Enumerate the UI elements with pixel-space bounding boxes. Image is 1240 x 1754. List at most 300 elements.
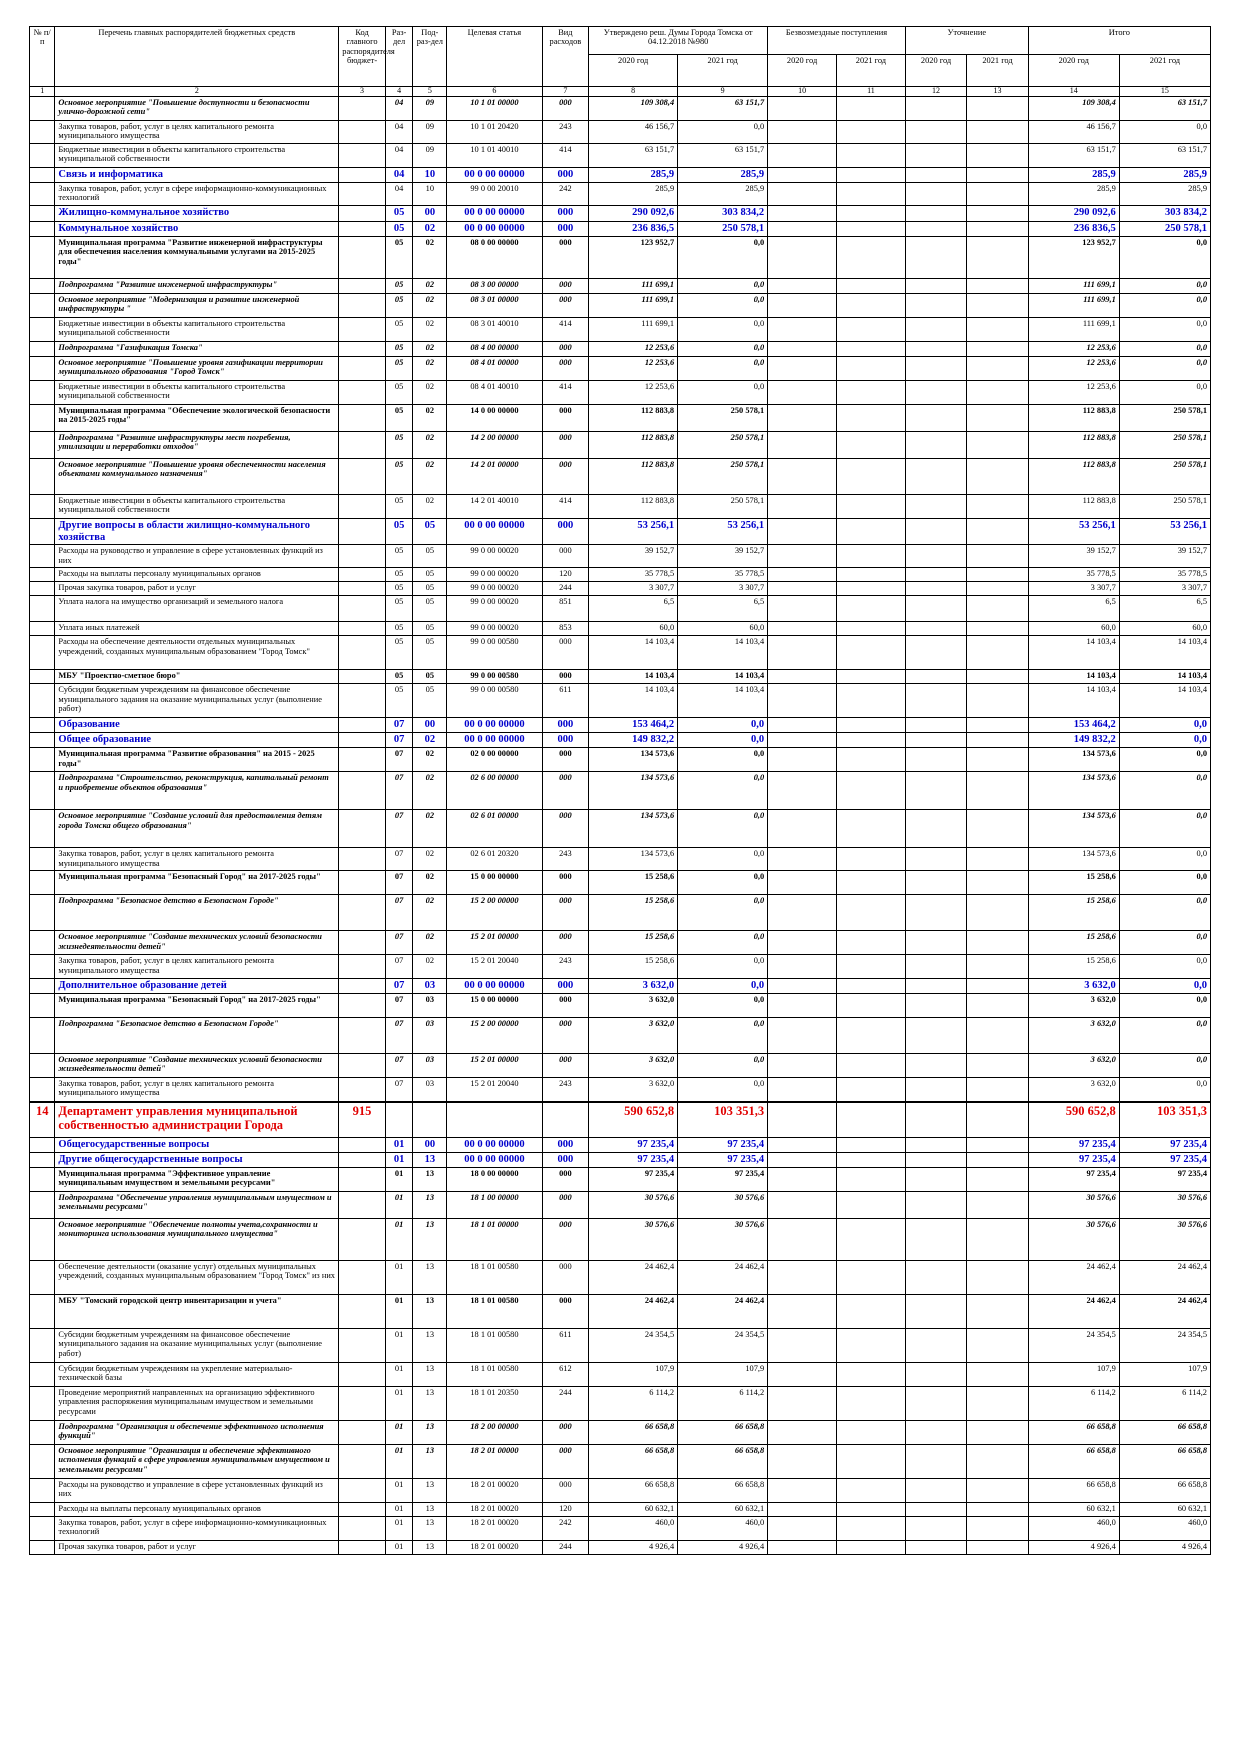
row-podrazdel: 13 xyxy=(413,1191,447,1218)
gratuitous-2021 xyxy=(836,121,905,144)
clarification-2020 xyxy=(905,1138,966,1153)
table-row xyxy=(30,278,1211,293)
row-target-article: 00 0 00 00000 xyxy=(447,205,542,221)
approved-2020: 60 632,1 xyxy=(589,1502,678,1516)
row-target-article: 00 0 00 00000 xyxy=(447,979,542,994)
row-number xyxy=(30,545,55,568)
gratuitous-2020 xyxy=(768,955,837,979)
row-target-article: 15 2 01 00000 xyxy=(447,931,542,955)
table-row xyxy=(30,221,1211,236)
row-code xyxy=(339,1018,386,1054)
approved-2020: 15 258,6 xyxy=(589,871,678,895)
total-2021: 24 354,5 xyxy=(1119,1328,1210,1362)
total-2020: 460,0 xyxy=(1028,1516,1119,1540)
row-number xyxy=(30,182,55,205)
row-razdel: 05 xyxy=(385,622,413,636)
clarification-2021 xyxy=(967,182,1028,205)
approved-2021: 0,0 xyxy=(678,772,768,810)
row-razdel: 07 xyxy=(385,931,413,955)
clarification-2021 xyxy=(967,733,1028,748)
approved-2021: 0,0 xyxy=(678,236,768,278)
clarification-2020 xyxy=(905,1444,966,1478)
gratuitous-2020 xyxy=(768,293,837,317)
clarification-2020 xyxy=(905,458,966,494)
row-razdel: 05 xyxy=(385,293,413,317)
row-name: Расходы на обеспечение деятельности отдельных муниципальных учреждений, созданных муниципальным образованием "Город Томск" xyxy=(55,636,339,670)
gratuitous-2020 xyxy=(768,1102,837,1138)
approved-2021: 66 658,8 xyxy=(678,1420,768,1444)
gratuitous-2021 xyxy=(836,979,905,994)
row-podrazdel: 13 xyxy=(413,1294,447,1328)
clarification-2020 xyxy=(905,1191,966,1218)
table-row xyxy=(30,1362,1211,1386)
row-razdel: 01 xyxy=(385,1328,413,1362)
total-2020: 111 699,1 xyxy=(1028,293,1119,317)
row-code xyxy=(339,1540,386,1554)
total-2020: 35 778,5 xyxy=(1028,568,1119,582)
header-year-2021: 2021 год xyxy=(678,55,768,87)
approved-2021: 285,9 xyxy=(678,168,768,183)
gratuitous-2020 xyxy=(768,1054,837,1078)
approved-2020: 12 253,6 xyxy=(589,356,678,380)
gratuitous-2020 xyxy=(768,848,837,871)
row-target-article: 99 0 00 00580 xyxy=(447,670,542,684)
clarification-2020 xyxy=(905,97,966,121)
clarification-2021 xyxy=(967,431,1028,458)
row-number xyxy=(30,341,55,356)
approved-2020: 285,9 xyxy=(589,182,678,205)
row-code xyxy=(339,404,386,431)
total-2020: 3 632,0 xyxy=(1028,1078,1119,1102)
table-row xyxy=(30,1502,1211,1516)
approved-2021: 39 152,7 xyxy=(678,545,768,568)
row-razdel: 05 xyxy=(385,236,413,278)
approved-2020: 134 573,6 xyxy=(589,772,678,810)
row-name: Основное мероприятие "Повышение доступности и безопасности улично-дорожной сети" xyxy=(55,97,339,121)
row-razdel: 04 xyxy=(385,182,413,205)
gratuitous-2020 xyxy=(768,1328,837,1362)
approved-2021: 97 235,4 xyxy=(678,1138,768,1153)
row-name: Общегосударственные вопросы xyxy=(55,1138,339,1153)
gratuitous-2021 xyxy=(836,772,905,810)
row-expense-type: 000 xyxy=(542,670,589,684)
row-code xyxy=(339,1260,386,1294)
total-2020: 24 462,4 xyxy=(1028,1260,1119,1294)
clarification-2020 xyxy=(905,1420,966,1444)
row-podrazdel: 02 xyxy=(413,431,447,458)
gratuitous-2021 xyxy=(836,1153,905,1168)
row-target-article: 02 6 01 00000 xyxy=(447,810,542,848)
approved-2020: 290 092,6 xyxy=(589,205,678,221)
row-target-article: 00 0 00 00000 xyxy=(447,1153,542,1168)
table-row xyxy=(30,1328,1211,1362)
row-razdel: 07 xyxy=(385,718,413,733)
gratuitous-2020 xyxy=(768,97,837,121)
total-2021: 0,0 xyxy=(1119,278,1210,293)
row-code xyxy=(339,733,386,748)
gratuitous-2020 xyxy=(768,1138,837,1153)
row-target-article: 10 1 01 40010 xyxy=(447,144,542,168)
row-razdel: 05 xyxy=(385,636,413,670)
row-expense-type: 000 xyxy=(542,931,589,955)
column-number: 11 xyxy=(836,87,905,97)
gratuitous-2021 xyxy=(836,871,905,895)
table-row xyxy=(30,670,1211,684)
row-code xyxy=(339,341,386,356)
table-row xyxy=(30,568,1211,582)
row-expense-type: 000 xyxy=(542,518,589,545)
gratuitous-2020 xyxy=(768,236,837,278)
total-2021: 0,0 xyxy=(1119,979,1210,994)
total-2021: 35 778,5 xyxy=(1119,568,1210,582)
total-2021: 0,0 xyxy=(1119,317,1210,341)
approved-2020: 6 114,2 xyxy=(589,1386,678,1420)
row-target-article: 00 0 00 00000 xyxy=(447,733,542,748)
gratuitous-2021 xyxy=(836,1018,905,1054)
row-number xyxy=(30,404,55,431)
row-razdel: 05 xyxy=(385,458,413,494)
gratuitous-2021 xyxy=(836,1054,905,1078)
gratuitous-2021 xyxy=(836,1218,905,1260)
table-row xyxy=(30,1153,1211,1168)
row-expense-type: 000 xyxy=(542,545,589,568)
gratuitous-2020 xyxy=(768,494,837,518)
clarification-2020 xyxy=(905,810,966,848)
gratuitous-2021 xyxy=(836,622,905,636)
total-2020: 112 883,8 xyxy=(1028,431,1119,458)
row-name: МБУ "Томский городской центр инвентаризации и учета" xyxy=(55,1294,339,1328)
header-year-2021: 2021 год xyxy=(967,55,1028,87)
table-row xyxy=(30,341,1211,356)
row-code xyxy=(339,380,386,404)
approved-2021: 35 778,5 xyxy=(678,568,768,582)
clarification-2021 xyxy=(967,1540,1028,1554)
row-name: Муниципальная программа "Безопасный Город" на 2017-2025 годы" xyxy=(55,994,339,1018)
total-2020: 15 258,6 xyxy=(1028,895,1119,931)
gratuitous-2021 xyxy=(836,205,905,221)
row-razdel: 07 xyxy=(385,1054,413,1078)
row-razdel: 07 xyxy=(385,810,413,848)
approved-2020: 4 926,4 xyxy=(589,1540,678,1554)
table-row xyxy=(30,458,1211,494)
row-target-article: 18 1 01 00580 xyxy=(447,1328,542,1362)
row-razdel: 05 xyxy=(385,431,413,458)
table-row xyxy=(30,1478,1211,1502)
row-razdel: 01 xyxy=(385,1386,413,1420)
row-number xyxy=(30,1420,55,1444)
table-row xyxy=(30,1102,1211,1138)
gratuitous-2021 xyxy=(836,568,905,582)
clarification-2020 xyxy=(905,1328,966,1362)
gratuitous-2020 xyxy=(768,182,837,205)
row-name: Подпрограмма "Организация и обеспечение эффективного исполнения функций" xyxy=(55,1420,339,1444)
row-podrazdel: 05 xyxy=(413,596,447,622)
row-podrazdel: 03 xyxy=(413,1018,447,1054)
total-2021: 66 658,8 xyxy=(1119,1444,1210,1478)
approved-2020: 3 632,0 xyxy=(589,1054,678,1078)
clarification-2020 xyxy=(905,582,966,596)
row-razdel: 07 xyxy=(385,955,413,979)
clarification-2020 xyxy=(905,380,966,404)
table-row xyxy=(30,1516,1211,1540)
row-target-article: 15 0 00 00000 xyxy=(447,871,542,895)
gratuitous-2020 xyxy=(768,1078,837,1102)
row-code xyxy=(339,871,386,895)
gratuitous-2021 xyxy=(836,810,905,848)
row-name: Дополнительное образование детей xyxy=(55,979,339,994)
clarification-2021 xyxy=(967,278,1028,293)
gratuitous-2021 xyxy=(836,636,905,670)
row-name: Связь и информатика xyxy=(55,168,339,183)
gratuitous-2020 xyxy=(768,545,837,568)
approved-2020: 97 235,4 xyxy=(589,1138,678,1153)
clarification-2020 xyxy=(905,518,966,545)
row-podrazdel: 03 xyxy=(413,1078,447,1102)
row-name: Общее образование xyxy=(55,733,339,748)
approved-2021: 24 354,5 xyxy=(678,1328,768,1362)
row-code xyxy=(339,895,386,931)
approved-2020: 15 258,6 xyxy=(589,895,678,931)
table-row xyxy=(30,772,1211,810)
row-name: МБУ "Проектно-сметное бюро" xyxy=(55,670,339,684)
row-code xyxy=(339,1502,386,1516)
approved-2020: 39 152,7 xyxy=(589,545,678,568)
gratuitous-2020 xyxy=(768,1540,837,1554)
total-2021: 250 578,1 xyxy=(1119,431,1210,458)
row-podrazdel: 03 xyxy=(413,979,447,994)
total-2020: 12 253,6 xyxy=(1028,380,1119,404)
row-expense-type: 000 xyxy=(542,1054,589,1078)
approved-2020: 14 103,4 xyxy=(589,670,678,684)
row-expense-type: 414 xyxy=(542,380,589,404)
approved-2020: 134 573,6 xyxy=(589,810,678,848)
row-number xyxy=(30,236,55,278)
gratuitous-2021 xyxy=(836,236,905,278)
clarification-2021 xyxy=(967,622,1028,636)
row-podrazdel: 05 xyxy=(413,670,447,684)
approved-2020: 112 883,8 xyxy=(589,458,678,494)
approved-2020: 6,5 xyxy=(589,596,678,622)
total-2021: 0,0 xyxy=(1119,772,1210,810)
row-razdel: 05 xyxy=(385,380,413,404)
table-row xyxy=(30,1138,1211,1153)
approved-2021: 30 576,6 xyxy=(678,1191,768,1218)
row-code xyxy=(339,144,386,168)
row-expense-type: 000 xyxy=(542,733,589,748)
header-target: Целевая статья xyxy=(447,27,542,87)
total-2020: 15 258,6 xyxy=(1028,931,1119,955)
row-expense-type: 612 xyxy=(542,1362,589,1386)
gratuitous-2021 xyxy=(836,1444,905,1478)
total-2020: 97 235,4 xyxy=(1028,1153,1119,1168)
approved-2020: 460,0 xyxy=(589,1516,678,1540)
gratuitous-2021 xyxy=(836,182,905,205)
row-razdel: 01 xyxy=(385,1153,413,1168)
row-razdel: 05 xyxy=(385,341,413,356)
row-razdel: 07 xyxy=(385,994,413,1018)
gratuitous-2020 xyxy=(768,684,837,718)
gratuitous-2021 xyxy=(836,1167,905,1191)
clarification-2021 xyxy=(967,636,1028,670)
row-target-article: 14 0 00 00000 xyxy=(447,404,542,431)
clarification-2020 xyxy=(905,1478,966,1502)
column-numbers-row xyxy=(30,87,1211,97)
approved-2021: 6 114,2 xyxy=(678,1386,768,1420)
row-name: Основное мероприятие "Создание технических условий безопасности жизнедеятельности детей" xyxy=(55,931,339,955)
approved-2021: 0,0 xyxy=(678,278,768,293)
row-code xyxy=(339,1153,386,1168)
total-2020: 15 258,6 xyxy=(1028,955,1119,979)
clarification-2021 xyxy=(967,931,1028,955)
row-razdel: 01 xyxy=(385,1502,413,1516)
row-name: Основное мероприятие "Обеспечение полноты учета,сохранности и мониторинга использования муниципального имущества" xyxy=(55,1218,339,1260)
gratuitous-2021 xyxy=(836,317,905,341)
approved-2021: 0,0 xyxy=(678,733,768,748)
row-razdel: 07 xyxy=(385,748,413,772)
row-razdel: 01 xyxy=(385,1260,413,1294)
table-row xyxy=(30,380,1211,404)
row-podrazdel: 13 xyxy=(413,1167,447,1191)
row-code xyxy=(339,494,386,518)
row-name: Прочая закупка товаров, работ и услуг xyxy=(55,582,339,596)
row-podrazdel: 02 xyxy=(413,356,447,380)
total-2020: 12 253,6 xyxy=(1028,341,1119,356)
table-row xyxy=(30,293,1211,317)
approved-2020: 236 836,5 xyxy=(589,221,678,236)
total-2021: 250 578,1 xyxy=(1119,404,1210,431)
row-code xyxy=(339,1167,386,1191)
total-2021: 97 235,4 xyxy=(1119,1153,1210,1168)
row-expense-type: 000 xyxy=(542,1018,589,1054)
row-number xyxy=(30,1260,55,1294)
row-razdel: 07 xyxy=(385,1018,413,1054)
clarification-2020 xyxy=(905,955,966,979)
clarification-2020 xyxy=(905,871,966,895)
total-2021: 0,0 xyxy=(1119,121,1210,144)
total-2021: 3 307,7 xyxy=(1119,582,1210,596)
total-2020: 285,9 xyxy=(1028,168,1119,183)
row-expense-type: 000 xyxy=(542,356,589,380)
row-razdel: 07 xyxy=(385,772,413,810)
row-number xyxy=(30,979,55,994)
row-podrazdel: 00 xyxy=(413,1138,447,1153)
row-podrazdel: 02 xyxy=(413,236,447,278)
row-code xyxy=(339,670,386,684)
total-2021: 60,0 xyxy=(1119,622,1210,636)
approved-2020: 123 952,7 xyxy=(589,236,678,278)
row-number xyxy=(30,1540,55,1554)
total-2021: 97 235,4 xyxy=(1119,1138,1210,1153)
row-number xyxy=(30,568,55,582)
total-2021: 0,0 xyxy=(1119,356,1210,380)
row-name: Бюджетные инвестиции в объекты капитального строительства муниципальной собственности xyxy=(55,494,339,518)
clarification-2021 xyxy=(967,895,1028,931)
approved-2020: 60,0 xyxy=(589,622,678,636)
gratuitous-2020 xyxy=(768,278,837,293)
row-name: Закупка товаров, работ, услуг в целях капитального ремонта муниципального имущества xyxy=(55,121,339,144)
row-podrazdel: 02 xyxy=(413,458,447,494)
clarification-2021 xyxy=(967,1102,1028,1138)
row-number xyxy=(30,1294,55,1328)
clarification-2020 xyxy=(905,895,966,931)
gratuitous-2020 xyxy=(768,168,837,183)
table-row xyxy=(30,121,1211,144)
total-2020: 6,5 xyxy=(1028,596,1119,622)
row-name: Другие вопросы в области жилищно-коммунального хозяйства xyxy=(55,518,339,545)
row-razdel: 05 xyxy=(385,404,413,431)
row-expense-type: 000 xyxy=(542,810,589,848)
column-number: 14 xyxy=(1028,87,1119,97)
table-row xyxy=(30,622,1211,636)
table-row xyxy=(30,404,1211,431)
total-2021: 66 658,8 xyxy=(1119,1420,1210,1444)
clarification-2020 xyxy=(905,1260,966,1294)
row-target-article: 99 0 00 00580 xyxy=(447,636,542,670)
clarification-2021 xyxy=(967,293,1028,317)
row-podrazdel: 00 xyxy=(413,205,447,221)
row-number xyxy=(30,1478,55,1502)
row-target-article: 08 3 00 00000 xyxy=(447,278,542,293)
row-target-article: 02 6 01 20320 xyxy=(447,848,542,871)
row-expense-type: 120 xyxy=(542,568,589,582)
approved-2020: 15 258,6 xyxy=(589,955,678,979)
approved-2021: 103 351,3 xyxy=(678,1102,768,1138)
clarification-2020 xyxy=(905,994,966,1018)
row-number xyxy=(30,97,55,121)
row-code xyxy=(339,182,386,205)
row-podrazdel: 13 xyxy=(413,1260,447,1294)
total-2021: 14 103,4 xyxy=(1119,684,1210,718)
approved-2021: 60,0 xyxy=(678,622,768,636)
row-name: Закупка товаров, работ, услуг в целях капитального ремонта муниципального имущества xyxy=(55,955,339,979)
column-number: 5 xyxy=(413,87,447,97)
table-row xyxy=(30,97,1211,121)
row-code xyxy=(339,317,386,341)
row-name: Муниципальная программа "Развитие инженерной инфраструктуры для обеспечения населения коммунальными услугами на 2015-2025 годы" xyxy=(55,236,339,278)
gratuitous-2020 xyxy=(768,458,837,494)
row-code xyxy=(339,518,386,545)
gratuitous-2020 xyxy=(768,1191,837,1218)
gratuitous-2020 xyxy=(768,1516,837,1540)
row-target-article: 14 2 01 40010 xyxy=(447,494,542,518)
row-number xyxy=(30,317,55,341)
row-name: Закупка товаров, работ, услуг в сфере информационно-коммуникационных технологий xyxy=(55,182,339,205)
row-name: Бюджетные инвестиции в объекты капитального строительства муниципальной собственности xyxy=(55,144,339,168)
approved-2021: 250 578,1 xyxy=(678,458,768,494)
row-target-article: 08 3 01 40010 xyxy=(447,317,542,341)
gratuitous-2020 xyxy=(768,1420,837,1444)
gratuitous-2021 xyxy=(836,748,905,772)
gratuitous-2021 xyxy=(836,545,905,568)
gratuitous-2021 xyxy=(836,221,905,236)
row-podrazdel: 02 xyxy=(413,380,447,404)
row-expense-type: 244 xyxy=(542,1386,589,1420)
row-razdel: 04 xyxy=(385,144,413,168)
header-no: № п/п xyxy=(30,27,55,87)
gratuitous-2020 xyxy=(768,341,837,356)
total-2021: 250 578,1 xyxy=(1119,494,1210,518)
row-expense-type: 000 xyxy=(542,1444,589,1478)
clarification-2021 xyxy=(967,1294,1028,1328)
header-year-2021: 2021 год xyxy=(1119,55,1210,87)
approved-2020: 63 151,7 xyxy=(589,144,678,168)
row-number xyxy=(30,931,55,955)
row-number xyxy=(30,1153,55,1168)
row-number xyxy=(30,494,55,518)
clarification-2021 xyxy=(967,772,1028,810)
clarification-2021 xyxy=(967,1386,1028,1420)
row-expense-type: 414 xyxy=(542,494,589,518)
